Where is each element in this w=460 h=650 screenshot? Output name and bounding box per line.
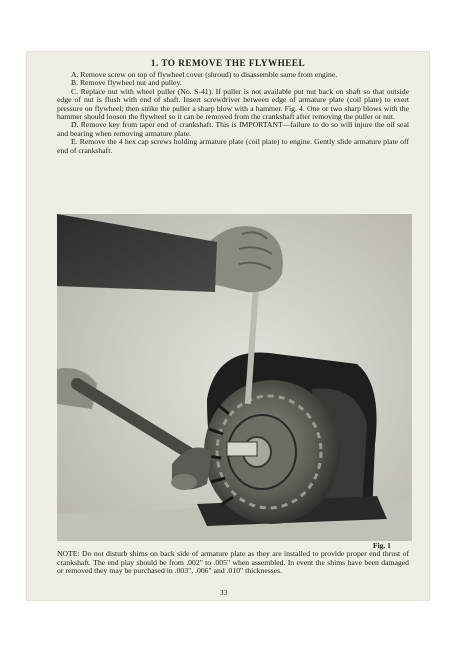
step-b: B. Remove flywheel nut and pulley. <box>71 78 182 88</box>
flywheel-removal-photo <box>57 214 412 541</box>
figure-caption: Fig. 1 <box>373 541 391 550</box>
instructions <box>57 71 409 155</box>
manual-page <box>27 52 429 600</box>
step-e: E. Remove the 4 hex cap screws holding armature plate (coil plate) to engine. Gently slide armature plate off end of crankshaft. <box>57 137 409 155</box>
step-c: C. Replace nut with wheel puller (No. S-41). If puller is not available put nut back on shaft so that outside edge of nut is flush with end of shaft. Insert screwdriver between edge of armature plate (coil plate) to exert pressure on flywheel; then strike the puller a sharp blow with a hammer. Fig. 4. One or two sharp blows with the hammer should loosen the flywheel so it can be removed from the crankshaft after removing the puller or nut. <box>57 86 409 122</box>
note-text: NOTE: Do not disturb shims on back side of armature plate as they are installed to provide proper end thrust of crankshaft. The end play should be from .002" to .005" when assembled. In event the shims have been damaged or removed they may be purchased in .003", .006" and .010" thicknesses. <box>57 549 409 575</box>
photo-illustration <box>57 214 412 541</box>
page-number: 33 <box>220 588 228 597</box>
step-d: D. Remove key from taper end of crankshaft. This is IMPORTANT—failure to do so will injure the oil seal and bearing when removing armature plate. <box>57 120 409 138</box>
note-block <box>57 550 409 576</box>
section-title: 1. TO REMOVE THE FLYWHEEL <box>150 58 306 68</box>
step-a: A. Remove screw on top of flywheel cover (shroud) to disassemble same from engine. <box>71 70 338 79</box>
